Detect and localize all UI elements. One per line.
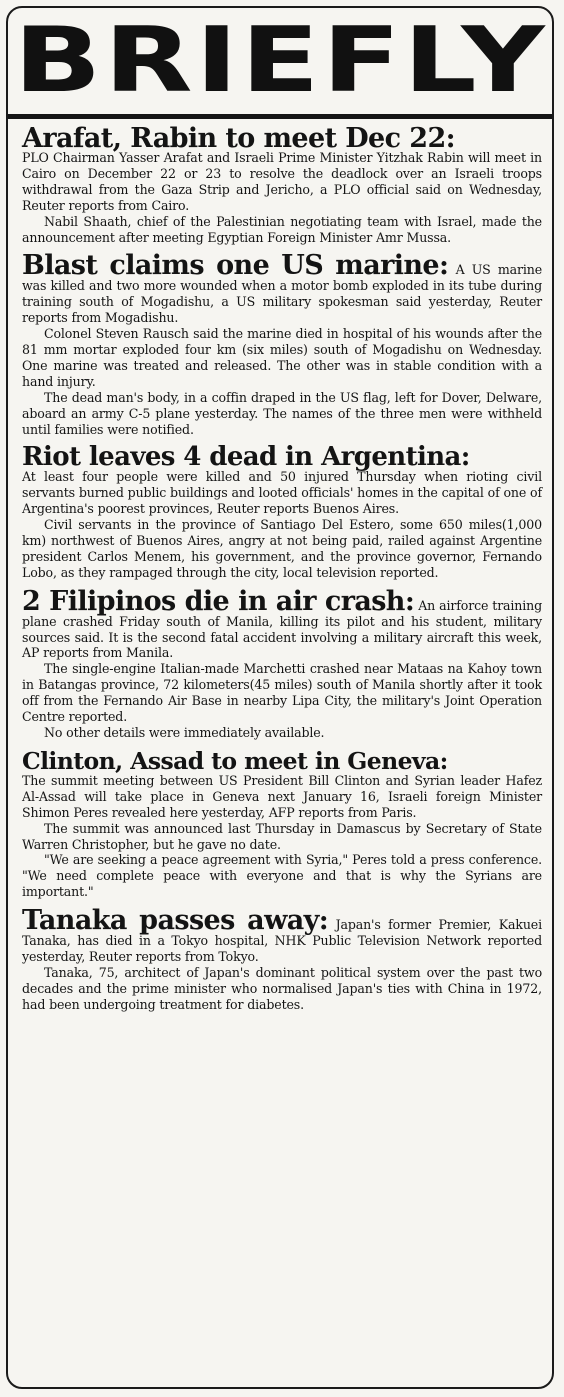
story-lead-text: PLO Chairman Yasser Arafat and Israeli Prime Minister Yitzhak Rabin will meet in Cairo on December 22 or 23 to resolve the deadlock over an Israeli troops withdrawal from the Gaza Strip and Jericho, a PLO official said on Wednesday, Reuter reports from Cairo.	[22, 150, 542, 213]
story-headline: Riot leaves 4 dead in Argentina:	[22, 442, 470, 473]
story-tanaka	[22, 905, 542, 1012]
story-clinton-assad	[22, 746, 542, 900]
story-lead-text: At least four people were killed and 50 injured Thursday when rioting civil servants burned public buildings and looted officials' homes in the capital of one of Argentina's poorest provinces, Reuter reports Buenos Aires.	[22, 469, 542, 517]
masthead	[8, 8, 552, 114]
story-paragraph: Tanaka, 75, architect of Japan's dominant political system over the past two decades and the prime minister who normalised Japan's ties with China in 1972, had been undergoing treatment for diabetes.	[22, 964, 542, 1012]
masthead-title: BRIEFLY	[13, 8, 547, 113]
story-lead	[22, 442, 542, 517]
story-lead-text: A US marine was killed and two more wounded when a motor bomb exploded in its tube during training south of Mogadishu, a US military spokesman said yesterday, Reuter reports from Mogadishu.	[22, 262, 542, 326]
story-us-marine	[22, 250, 542, 437]
story-paragraph: The single-engine Italian-made Marchetti crashed near Mataas na Kahoy town in Batangas province, 72 kilometers(45 miles) south of Manila shortly after it took off from the Fernando Air Base in nearby Lipa City, the military's Joint Operation Centre reported.	[22, 661, 542, 725]
story-lead	[22, 585, 543, 662]
story-filipino-air-crash	[22, 585, 543, 741]
story-list	[8, 123, 552, 1013]
masthead-rule	[8, 114, 552, 119]
story-paragraph: Nabil Shaath, chief of the Palestinian negotiating team with Israel, made the announcement after meeting Egyptian Foreign Minister Amr Mussa.	[22, 213, 542, 245]
story-lead	[22, 905, 542, 965]
story-lead-text: The summit meeting between US President Bill Clinton and Syrian leader Hafez Al-Assad will take place in Geneva next January 16, Israeli foreign Minister Shimon Peres revealed here yesterday, AFP reports from Paris.	[22, 772, 542, 820]
story-paragraph: "We are seeking a peace agreement with Syria," Peres told a press conference. "We need complete peace with everyone and that is why the Syrians are important."	[22, 852, 542, 900]
story-argentina-riot	[22, 442, 542, 580]
story-headline: 2 Filipinos die in air crash:	[22, 585, 415, 617]
story-lead	[22, 250, 542, 326]
story-arafat-rabin	[22, 123, 542, 245]
story-paragraph: Colonel Steven Rausch said the marine died in hospital of his wounds after the 81 mm mortar exploded four km (six miles) south of Mogadishu on Wednesday. One marine was treated and released. The other was in stable condition with a hand injury.	[22, 326, 542, 389]
story-headline: Tanaka passes away:	[22, 905, 329, 937]
story-paragraph: Civil servants in the province of Santiago Del Estero, some 650 miles(1,000 km) northwest of Buenos Aires, angry at not being paid, railed against Argentine president Carlos Menem, his government, and the province governor, Fernando Lobo, as they rampaged through the city, local television reported.	[22, 517, 542, 580]
story-paragraph: No other details were immediately available.	[44, 725, 325, 740]
story-lead	[22, 746, 542, 821]
story-lead-text: An airforce training plane crashed Friday south of Manila, killing its pilot and his student, military sources said. It is the second fatal accident involving a military aircraft this week, AP reports from Manila.	[22, 597, 543, 661]
news-brief-column	[6, 6, 554, 1389]
story-headline: Arafat, Rabin to meet Dec 22:	[22, 123, 456, 154]
story-lead	[22, 123, 542, 214]
story-headline: Blast claims one US marine:	[22, 250, 449, 282]
story-lead-text: Japan's former Premier, Kakuei Tanaka, has died in a Tokyo hospital, NHK Public Television Network reported yesterday, Reuter reports from Tokyo.	[22, 917, 542, 964]
story-headline: Clinton, Assad to meet in Geneva:	[22, 746, 448, 775]
story-paragraph: The dead man's body, in a coffin draped in the US flag, left for Dover, Delware, aboard an army C-5 plane yesterday. The names of the three men were withheld until families were notified.	[22, 389, 542, 437]
story-paragraph: The summit was announced last Thursday in Damascus by Secretary of State Warren Christopher, but he gave no date.	[22, 820, 542, 852]
